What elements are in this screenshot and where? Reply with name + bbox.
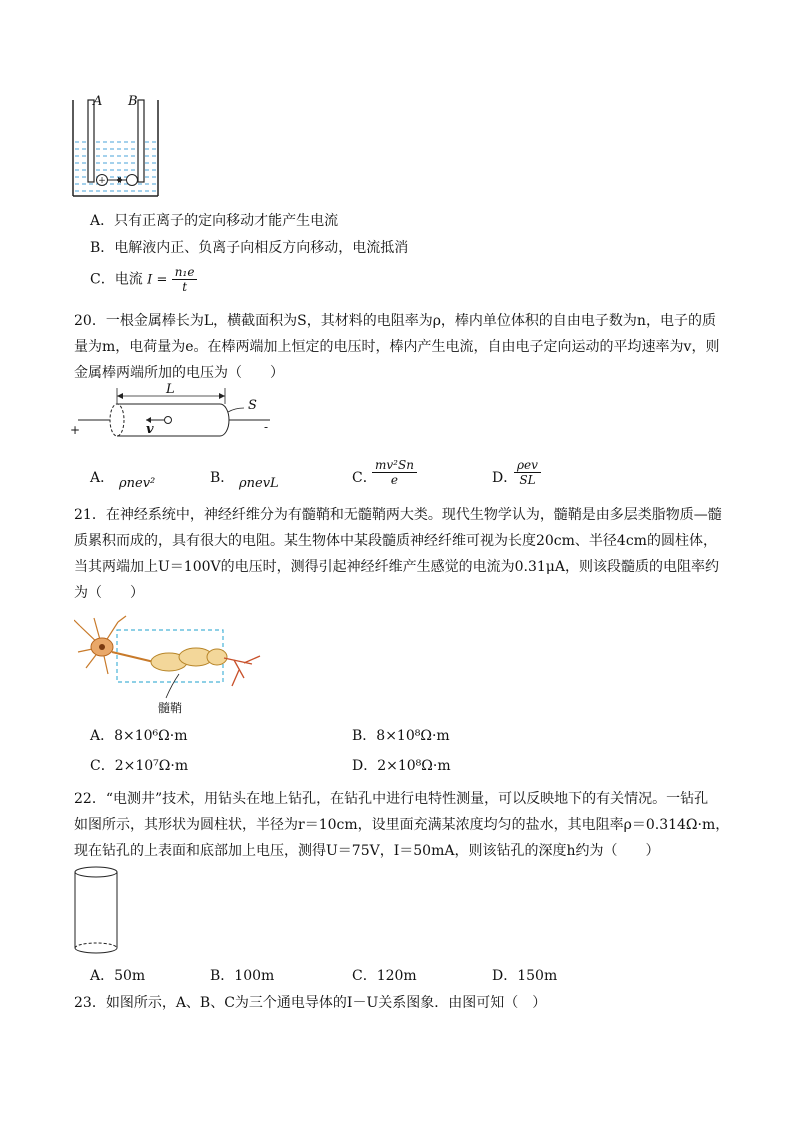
- rod-area-label: S: [248, 398, 257, 413]
- rod-velocity-label: v: [146, 422, 154, 437]
- electrolyte-figure: [70, 92, 170, 198]
- q23-line-1: 23．如图所示，A、B、C为三个通电导体的I－U关系图象．由图可知（ ）: [74, 995, 547, 1011]
- svg-text:+: +: [98, 176, 106, 186]
- figure-label-a: A: [93, 94, 103, 109]
- q19-formula-denominator: t: [182, 280, 188, 294]
- q20-option-d-denominator: SL: [519, 473, 536, 487]
- rod-length-label: L: [166, 382, 175, 397]
- q20-option-c-label: C．: [352, 470, 377, 486]
- q22-option-b: B．100m: [210, 968, 275, 984]
- q20-option-c-fraction: [372, 458, 417, 487]
- rod-plus-terminal: +: [70, 423, 81, 437]
- q20-option-d-numerator: ρev: [514, 458, 541, 473]
- q21-option-b: B．8×10⁸Ω·m: [352, 728, 450, 744]
- q22-option-d: D．150m: [492, 968, 558, 984]
- q20-option-d-fraction: [514, 458, 541, 487]
- q22-line-3: 现在钻孔的上表面和底部加上电压，测得U＝75V，I＝50mA，则该钻孔的深度h约为（ ）: [74, 843, 660, 859]
- q19-formula-numerator: n₁e: [172, 265, 198, 280]
- q21-option-d: D．2×10⁸Ω·m: [352, 758, 451, 774]
- q21-line-3: 当其两端加上U＝100V的电压时，测得引起神经纤维产生感觉的电流为0.31μA，则该段髓质的电阻率约: [74, 559, 720, 575]
- q20-option-a-value: ρnev²: [119, 476, 156, 491]
- figure-label-b: B: [128, 94, 138, 109]
- q21-line-2: 质累积而成的，具有很大的电阻。某生物体中某段髓质神经纤维可视为长度20cm、半径4cm的圆柱体，: [74, 533, 717, 549]
- q21-option-c: C．2×10⁷Ω·m: [90, 758, 189, 774]
- q20-line-2: 量为m，电荷量为e。在棒两端加上恒定的电压时，棒内产生电流，自由电子定向运动的平均速率为v，则: [74, 339, 720, 355]
- q21-line-1: 21．在神经系统中，神经纤维分为有髓鞘和无髓鞘两大类。现代生物学认为，髓鞘是由多层类脂物质—髓: [74, 507, 722, 523]
- borehole-cylinder-figure: [72, 864, 122, 960]
- rod-minus-terminal: -: [264, 420, 269, 434]
- q20-option-b-label: B．: [210, 470, 235, 486]
- q19-option-a: A．只有正离子的定向移动才能产生电流: [90, 213, 339, 229]
- myelin-sheath-label: 髓鞘: [158, 701, 183, 715]
- q20-option-b-value: ρnevL: [239, 476, 279, 491]
- q20-line-1: 20．一根金属棒长为L，横截面积为S，其材料的电阻率为ρ，棒内单位体积的自由电子数为n，电子的质: [74, 313, 716, 329]
- q19-option-c-prefix: C．电流: [90, 271, 143, 288]
- q19-option-c: [90, 265, 197, 294]
- q20-option-c-numerator: mv²Sn: [372, 458, 417, 473]
- q20-line-3: 金属棒两端所加的电压为（ ）: [74, 365, 284, 381]
- q20-option-c-denominator: e: [390, 473, 399, 487]
- q21-line-4: 为（ ）: [74, 585, 144, 601]
- q20-option-a-label: A．: [90, 470, 115, 486]
- q22-option-a: A．50m: [90, 968, 146, 984]
- q21-option-a: A．8×10⁶Ω·m: [90, 728, 188, 744]
- q19-formula-lhs: I =: [147, 272, 168, 288]
- q22-option-c: C．120m: [352, 968, 417, 984]
- q19-option-b: B．电解液内正、负离子向相反方向移动，电流抵消: [90, 240, 409, 256]
- q22-line-1: 22．“电测井”技术，用钻头在地上钻孔，在钻孔中进行电特性测量，可以反映地下的有关情况。一钻孔: [74, 791, 709, 807]
- q20-option-d-label: D．: [492, 470, 518, 486]
- q22-line-2: 如图所示，其形状为圆柱状，半径为r＝10cm，设里面充满某浓度均匀的盐水，其电阻率ρ＝0.314Ω·m，: [74, 817, 730, 833]
- q19-formula-fraction: [172, 265, 198, 294]
